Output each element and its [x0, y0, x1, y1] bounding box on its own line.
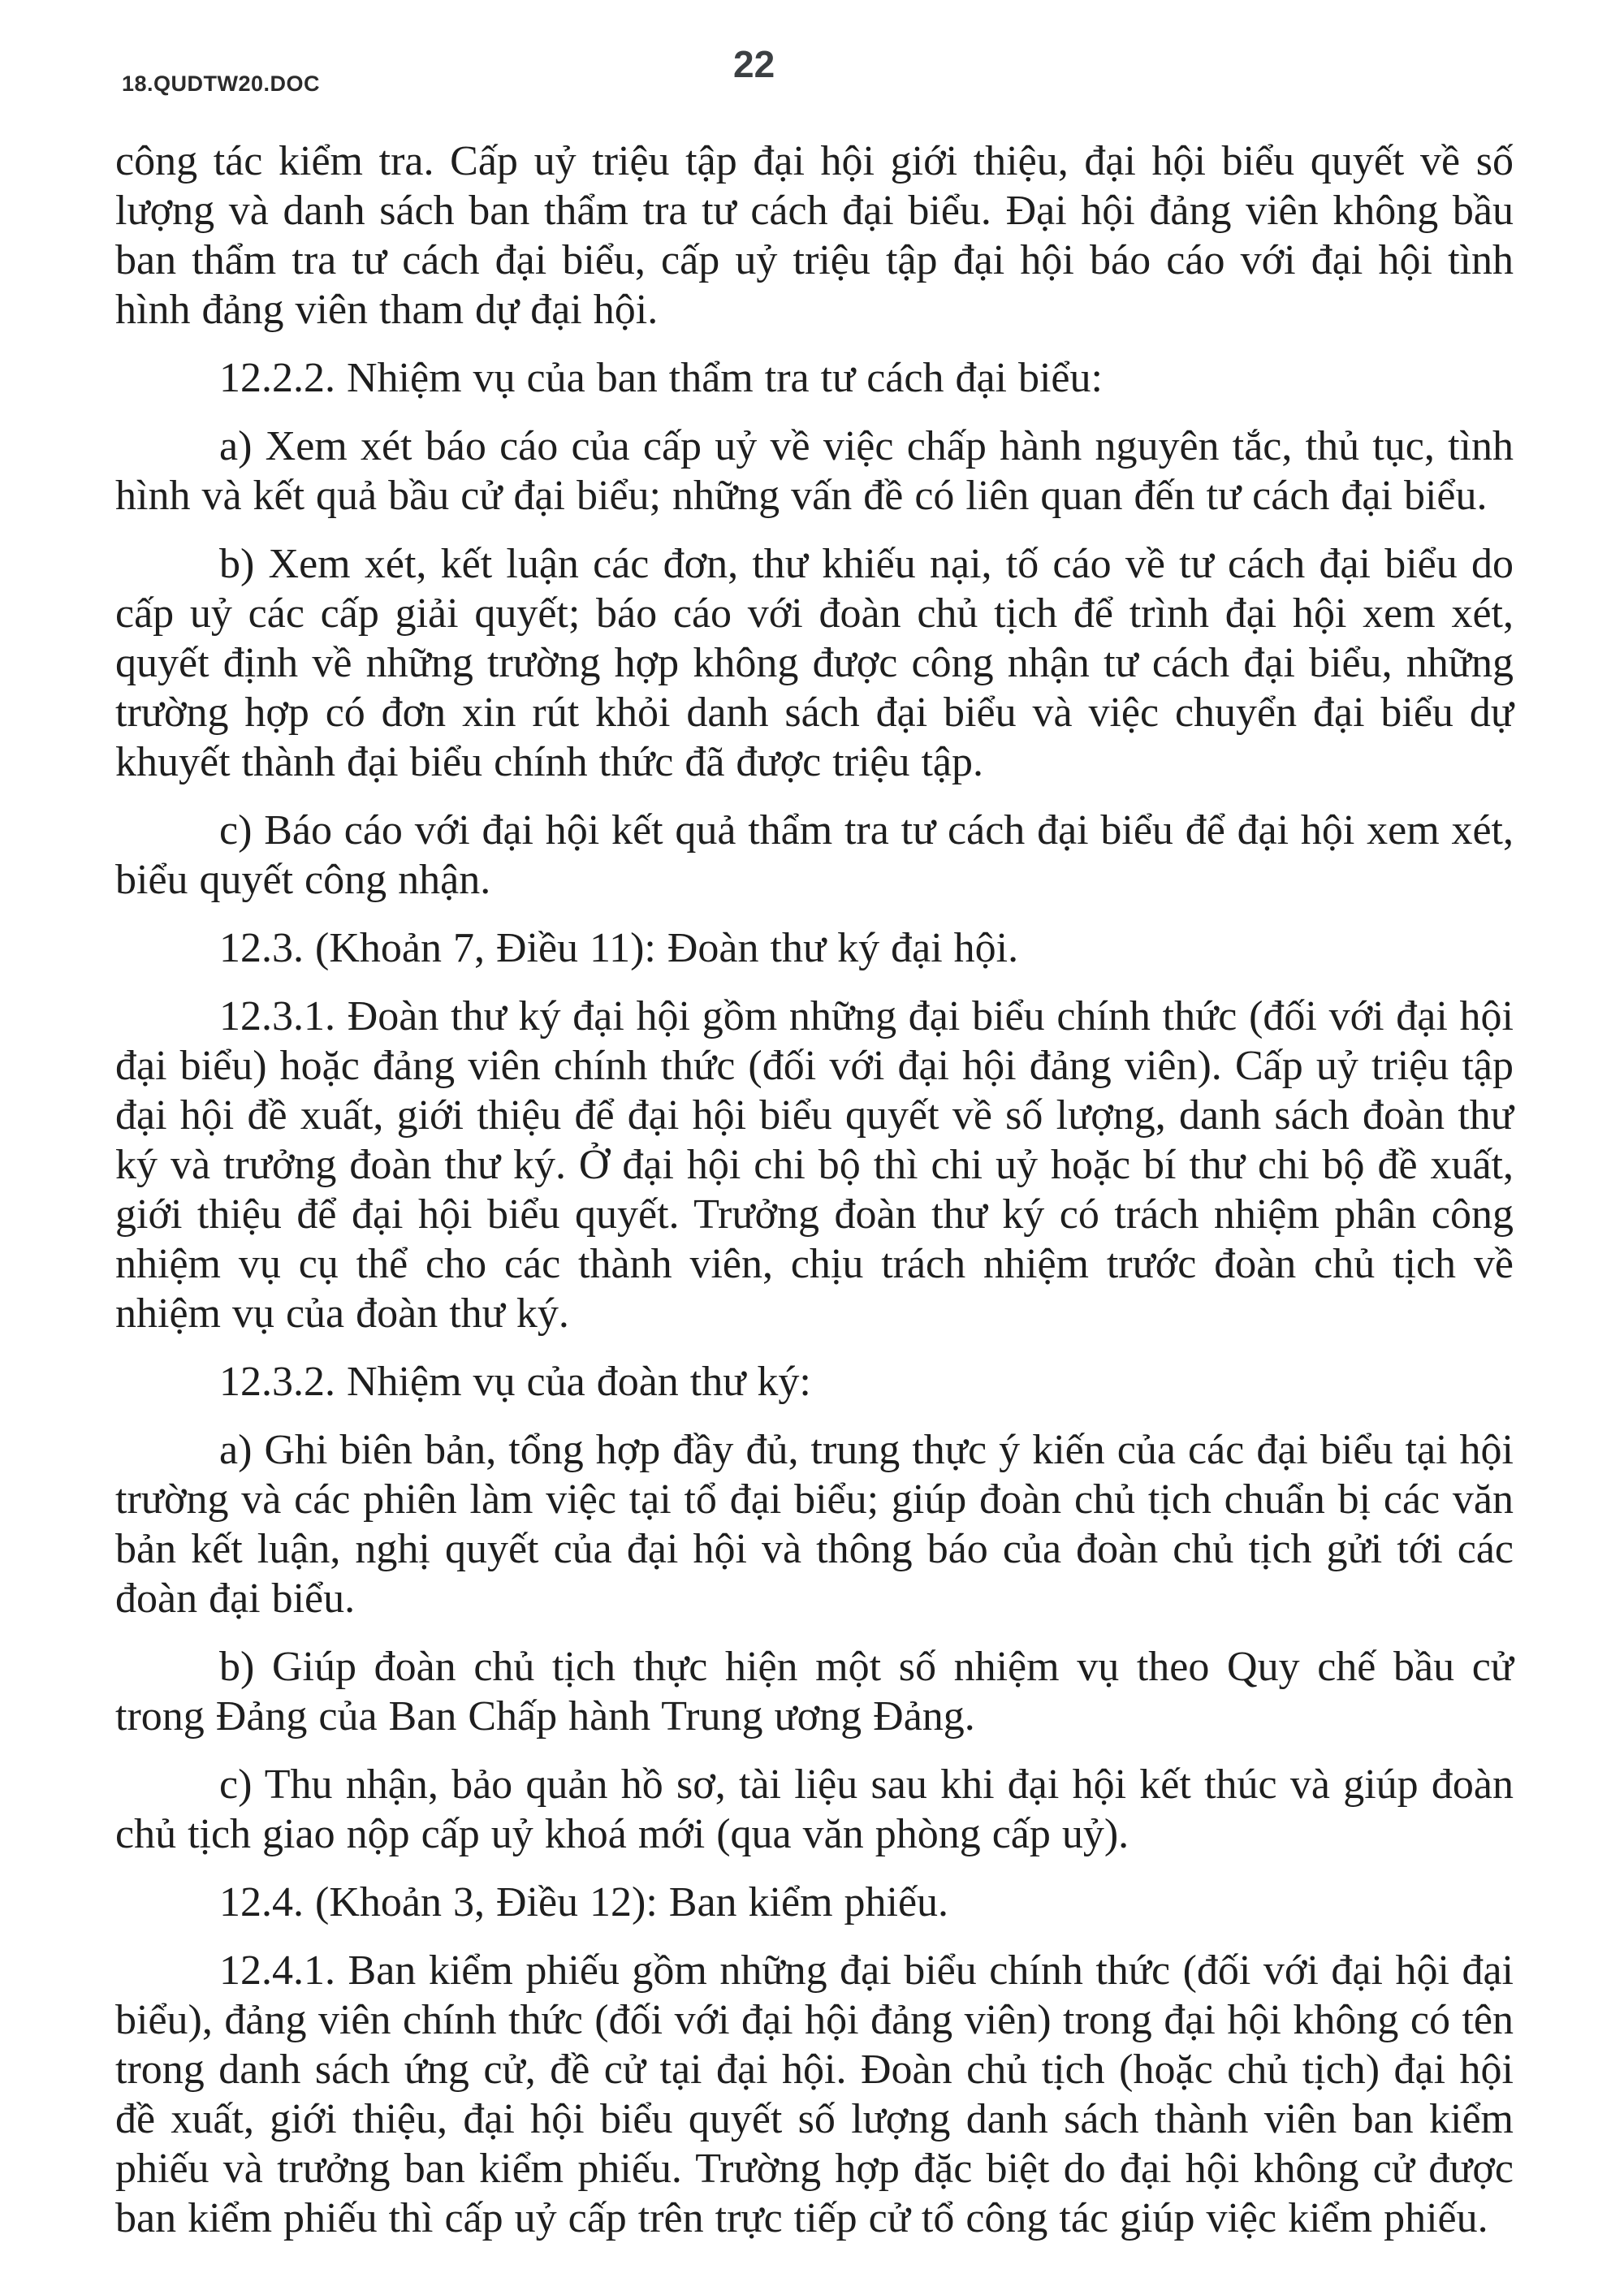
paragraph-6: 12.3. (Khoản 7, Điều 11): Đoàn thư ký đại hội. [219, 925, 1019, 971]
paragraph-9: a) Ghi biên bản, tổng hợp đầy đủ, trung thực ý kiến của các đại biểu tại hội trường và các phiên làm việc tại tổ đại biểu; giúp đoàn chủ tịch chuẩn bị các văn bản kết luận, nghị quyết của đại hội và thông báo của đoàn chủ tịch gửi tới các đoàn đại biểu. [115, 1427, 1514, 1622]
page-number: 22 [733, 43, 775, 85]
paragraph-5: c) Báo cáo với đại hội kết quả thẩm tra tư cách đại biểu để đại hội xem xét, biểu quyết công nhận. [115, 807, 1514, 903]
paragraph-4: b) Xem xét, kết luận các đơn, thư khiếu nại, tố cáo về tư cách đại biểu do cấp uỷ các cấp giải quyết; báo cáo với đoàn chủ tịch để trình đại hội xem xét, quyết định về những trường hợp không được công nhận tư cách đại biểu, những trường hợp có đơn xin rút khỏi danh sách đại biểu và việc chuyển đại biểu dự khuyết thành đại biểu chính thức đã được triệu tập. [115, 541, 1514, 785]
document-file-label: 18.QUDTW20.DOC [122, 71, 321, 96]
paragraph-13: 12.4.1. Ban kiểm phiếu gồm những đại biểu chính thức (đối với đại hội đại biểu), đảng viên chính thức (đối với đại hội đảng viên) trong đại hội không có tên trong danh sách ứng cử, đề cử tại đại hội. Đoàn chủ tịch (hoặc chủ tịch) đại hội đề xuất, giới thiệu, đại hội biểu quyết số lượng danh sách thành viên ban kiểm phiếu và trưởng ban kiểm phiếu. Trường hợp đặc biệt do đại hội không cử được ban kiểm phiếu thì cấp uỷ cấp trên trực tiếp cử tổ công tác giúp việc kiểm phiếu. [115, 1947, 1514, 2241]
paragraph-12: 12.4. (Khoản 3, Điều 12): Ban kiểm phiếu. [219, 1879, 949, 1925]
paragraph-2: 12.2.2. Nhiệm vụ của ban thẩm tra tư cách đại biểu: [219, 355, 1103, 401]
paragraph-1: công tác kiểm tra. Cấp uỷ triệu tập đại hội giới thiệu, đại hội biểu quyết về số lượng và danh sách ban thẩm tra tư cách đại biểu. Đại hội đảng viên không bầu ban thẩm tra tư cách đại biểu, cấp uỷ triệu tập đại hội báo cáo với đại hội tình hình đảng viên tham dự đại hội. [115, 138, 1514, 333]
document-body [115, 136, 1514, 2262]
paragraph-3: a) Xem xét báo cáo của cấp uỷ về việc chấp hành nguyên tắc, thủ tục, tình hình và kết quả bầu cử đại biểu; những vấn đề có liên quan đến tư cách đại biểu. [115, 423, 1514, 519]
paragraph-11: c) Thu nhận, bảo quản hồ sơ, tài liệu sau khi đại hội kết thúc và giúp đoàn chủ tịch giao nộp cấp uỷ khoá mới (qua văn phòng cấp uỷ). [115, 1761, 1514, 1857]
paragraph-8: 12.3.2. Nhiệm vụ của đoàn thư ký: [219, 1359, 811, 1405]
paragraph-7: 12.3.1. Đoàn thư ký đại hội gồm những đại biểu chính thức (đối với đại hội đại biểu) hoặc đảng viên chính thức (đối với đại hội đảng viên). Cấp uỷ triệu tập đại hội đề xuất, giới thiệu để đại hội biểu quyết về số lượng, danh sách đoàn thư ký và trưởng đoàn thư ký. Ở đại hội chi bộ thì chi uỷ hoặc bí thư chi bộ đề xuất, giới thiệu để đại hội biểu quyết. Trưởng đoàn thư ký có trách nhiệm phân công nhiệm vụ cụ thể cho các thành viên, chịu trách nhiệm trước đoàn chủ tịch về nhiệm vụ của đoàn thư ký. [115, 993, 1514, 1337]
paragraph-10: b) Giúp đoàn chủ tịch thực hiện một số nhiệm vụ theo Quy chế bầu cử trong Đảng của Ban Chấp hành Trung ương Đảng. [115, 1644, 1514, 1740]
